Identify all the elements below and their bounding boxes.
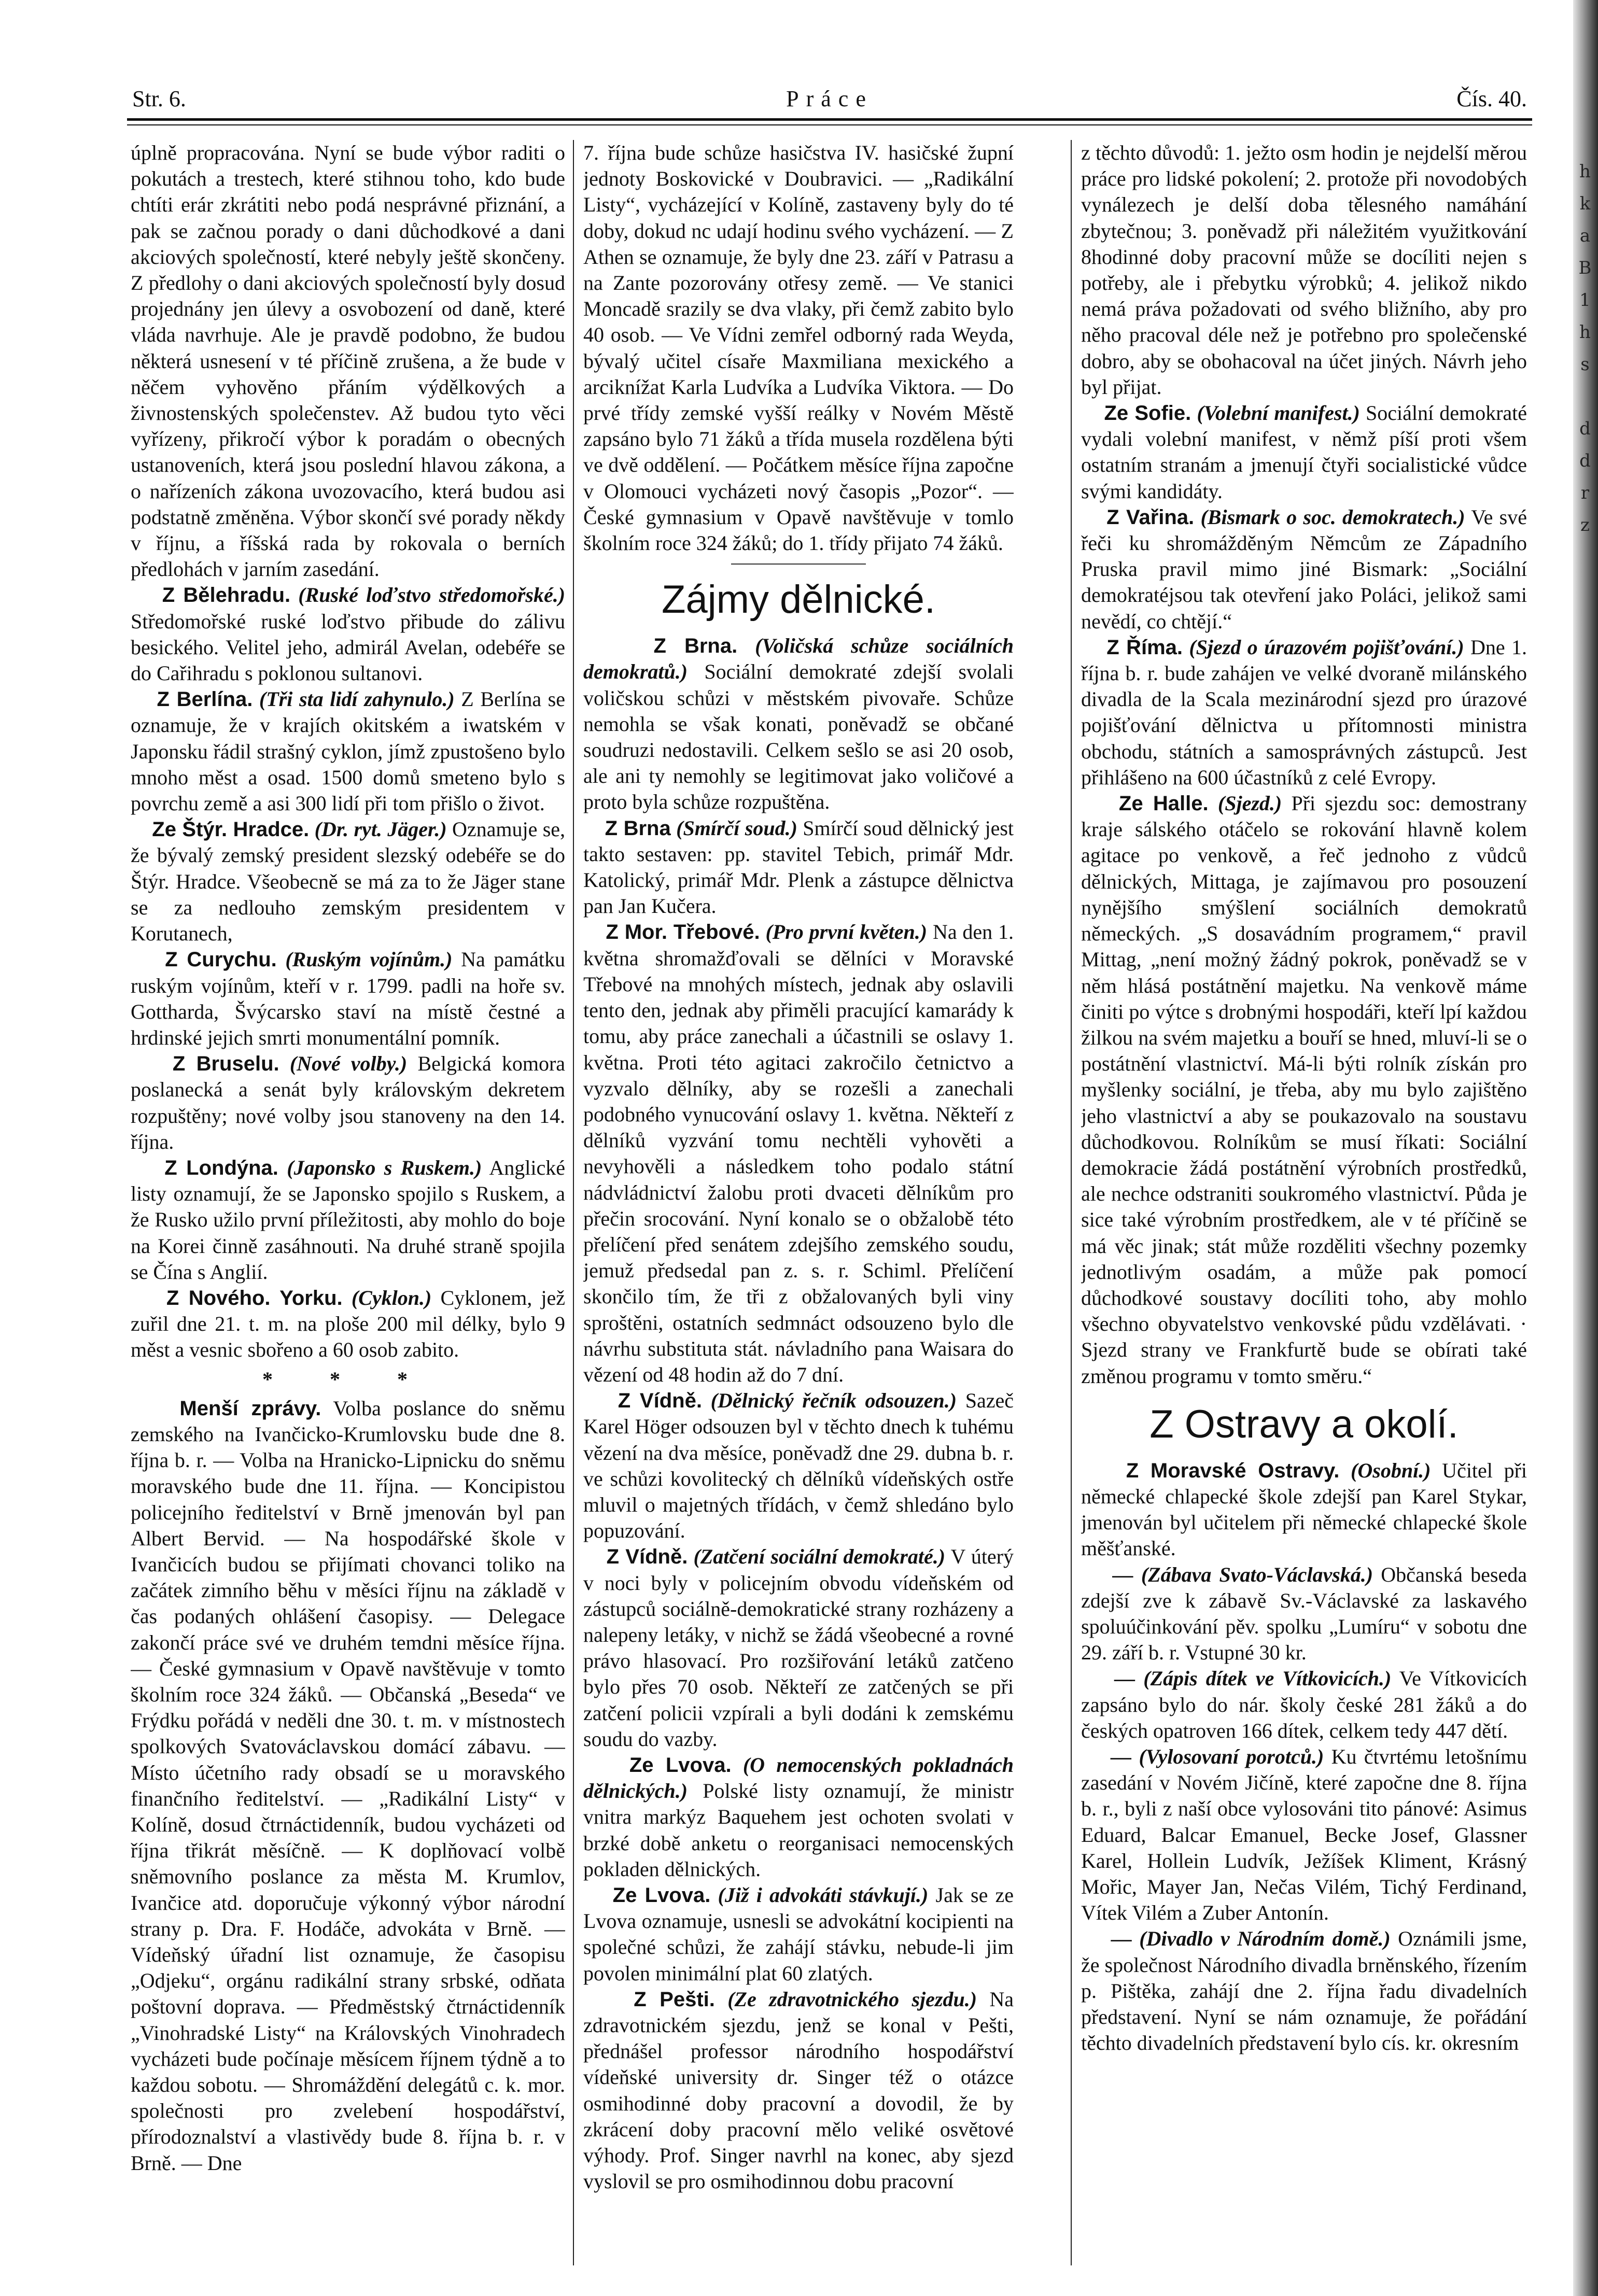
item-text: Dne 1. října b. r. bude zahájen ve velké dvoraně milánského divadla de la Scala mezinárodní sjezd pro úrazové pojišťování dělnictva u přítomnosti ministra obchodu, státních a samosprávných zástupců. Jest přihlášeno na 600 účastníků z celé Evropy.: [1081, 635, 1527, 789]
item-text: Sociální demokraté zdejší svolali voličskou schůzi v městském pivovaře. Schůze nemohla se však konati, poněvadž se občané soudruzi nedostavili. Celkem sešlo se asi 20 osob, ale ani ty nemohly se legitimovat jako voličové a proto byla schůze rozpuštěna.: [583, 660, 1014, 814]
item-text: Smírčí soud dělnický jest takto sestaven: pp. stavitel Tebich, primář Mdr. Katolický, primář Mdr. Plenk a zástupce dělnictva pan Jan Kučera.: [583, 816, 1014, 918]
item-text: Na den 1. května shromažďovali se dělníci v Moravské Třebové na mnohých místech, jednak aby oslavili tento den, jednak aby přiměli pracující kamarády k tomu, aby práce zanechali a účastnili se oslavy 1. května. Proti této agitaci zakročilo četnictvo a vyzvalo dělníky, aby se rozešli a zanechali podobného vynucování oslavy 1. května. Někteří z dělníků vyzvání tomu nechtěli vyhověti a nevyhověli a následkem toho podalo státní nádvládnictví žalobu proti dvaceti dělníkům pro přečin srocování. Nyní konalo se o obžalobě této přelíčení před senátem zdejšího zemského soudu, jemuž předsedal pan z. s. r. Schiml. Přelíčení skončilo tím, že tři z obžalovaných byli viny sproštěni, ostatních sedmnáct odsouzeno bylo dle návrhu substituta stát. návladního pana Waisara do vězení od 48 hodin až do 7 dní.: [583, 920, 1014, 1386]
dateline: Ze Halle.: [1118, 792, 1209, 815]
item-heading: (Ze zdravotnického sjezdu.): [727, 1987, 977, 2011]
item-text: Jak se ze Lvova oznamuje, usnesli se advokátní kocipienti na společné schůzi, že zahájí stávku, nebude-li jim povolen minimální plat 60 zlatých.: [583, 1883, 1014, 1985]
next-page-edge-letters: h k a B 1 h s d d r z: [1578, 161, 1592, 536]
issue-number: Čís. 40.: [1456, 86, 1527, 111]
item-heading: (Dělnický řečník odsouzen.): [710, 1389, 957, 1413]
item-text: Cyklonem, jež zuřil dne 21. t. m. na ploše 200 mil délky, bylo 9 měst a vesnic sbořeno a 60 osob zabito.: [131, 1286, 565, 1362]
item-text: Občanská beseda zdejší zve k zábavě Sv.-Václavské za laskavého spoluúčinkování pěv. spolku „Lumíru“ v sobotu dne 29. září b. r. Vstupné 30 kr.: [1081, 1562, 1527, 1665]
article-text: z těchto důvodů: 1. ježto osm hodin je nejdelší měrou práce pro lidské pokolení; 2. protože při novodobých vynálezech je delší doba tělesného namáhání zbytečnou; 3. poněvadž při náležitém využitkování 8hodinné doby pracovní může se docíliti nejen s potřeby, ale i přebytku výrobků; 4. jelikož nikdo nemá práva požadovati od svého bližního, aby pro něho pracoval déle než je potřebno pro společenské dobro, aby se obohacoval na účet jiných. Návrh jeho byl přijat.: [1081, 141, 1527, 399]
item-text: Belgická komora poslanecká a senát byly královským dekretem rozpuštěny; nové volby jsou stanoveny na den 14. října.: [131, 1052, 565, 1153]
news-item: [583, 1987, 1014, 2195]
dateline: Z Vídně.: [618, 1389, 702, 1413]
section-title: Z Ostravy a okolí.: [1150, 1402, 1459, 1446]
item-heading: (Již i advokáti stávkují.): [718, 1883, 929, 1907]
item-heading: (Japonsko s Ruskem.): [287, 1156, 482, 1179]
item-text: Při sjezdu soc: demostrany kraje sálského otáčelo se rokování hlavně kolem agitace po venkově, a řeč jednoho z vůdců dělnických, Mittaga, je zajímavou pro posouzení nynějšího smýšlení sociálních demokratů německých. „S dosavádním programem,“ pravil Mittag, „není možný žádný pokrok, poněvadž se v něm hlásá postátnění majetku. Na venkově máme činiti po výtce s drobnými hospodáři, kteří lpí každou žilkou na svém majetku a bouří se hned, mluví-li se o postátnění vlastnictví. Má-li býti rolník získán pro myšlenky sociální, je třeba, aby mu bylo zajištěno jeho vlastnictví a aby se poukazovalo na soustavu důchodkovou. Rolníkům se musí říkati: Sociální demokracie žádá postátnění výrobních prostředků, ale nechce odstraniti soukromého vlastnictví. Půda je sice také výrobním prostředkem, ale v té příčině se má věc jinak; stát může rozděliti všechny pozemky jednotlivým osadám, a může pak pomocí důchodkové soustavy docíliti toho, aby mohlo všechno obyvatelstvo venkovské půdu vzdělávati. · Sjezd strany ve Frankfurtě bude se obírati také změnou programu v tomto směru.“: [1081, 792, 1527, 1388]
news-item: [131, 1155, 565, 1285]
news-item: [583, 1752, 1014, 1882]
item-heading: — (Zápis dítek ve Vítkovicích.): [1114, 1667, 1392, 1691]
news-item: [583, 919, 1014, 1388]
item-text: Polské listy oznamují, že ministr vnitra markýz Baquehem jest ochoten svolati v brzké době anketu o reorganisaci nemocenských pokladen dělnických.: [583, 1779, 1014, 1881]
news-item: [1081, 635, 1527, 791]
item-text: Na zdravotnickém sjezdu, jenž se konal v Pešti, přednášel professor národního hospodářství vídeňské university dr. Singer též o otázce osmihodinné doby pracovní a dovodil, že by zkrácení doby pracovní mělo veliké osvětové výhody. Prof. Singer navrhl na konec, aby sjezd vyslovil se pro osmihodinnou dobu pracovní: [583, 1987, 1014, 2193]
item-heading: (Cyklon.): [351, 1286, 432, 1309]
dateline: Z Mor. Třebové.: [606, 921, 760, 944]
item-heading: (Tři sta lidí zahynulo.): [259, 687, 455, 711]
article-text: 7. října bude schůze hasičstva IV. hasičské župní jednoty Boskovické v Doubravici. — „Radikální Listy“, vycházející v Kolíně, zastaveny byly do té doby, dokud nc udají hodinu svého vycházení. — Z Athen se oznamuje, že byly dne 23. září v Patrasu a na Zante pozorovány otřesy země. — Ve stanici Moncadě srazily se dva vlaky, při čemž zabito bylo 40 osob. — Ve Vídni zemřel odborný rada Weyda, bývalý učitel císaře Maxmiliana mexického a arciknížat Karla Ludvíka a Ludvíka Viktora. — Do prvé třídy zemské vyšší reálky v Novém Městě zapsáno bylo 71 žáků a třída musela rozdělena býti ve dvě oddělení. — Počátkem měsíce října započne v Olomouci vycházeti nový časopis „Pozor“. — České gymnasium v Opavě navštěvuje v tomlo školním roce 324 žáků; do 1. třídy přijato 74 žáků.: [583, 141, 1014, 555]
dateline: Ze Lvova.: [629, 1753, 732, 1777]
item-heading: (Dr. ryt. Jäger.): [314, 818, 447, 841]
item-heading: (Sjezd o úrazovém pojišťování.): [1189, 635, 1464, 659]
newspaper-title: Práce: [786, 86, 873, 111]
dateline: Z Nového. Yorku.: [166, 1286, 343, 1309]
item-text: Z Berlína se oznamuje, že v krajích okitském a iwatském v Japonsku řádil strašný cyklon, jímž zpustošeno bylo mnoho měst a osad. 1500 domů smeteno bylo s povrchu země a asi 300 lidí při tom přišlo o život.: [131, 687, 565, 815]
column-2: [583, 140, 1014, 2265]
dateline: Z Bělehradu.: [162, 584, 291, 607]
page-number: Str. 6.: [132, 86, 186, 111]
item-heading: (Voličská schůze sociálních demokratů.): [583, 634, 1014, 684]
dateline: Z Vídně.: [606, 1545, 688, 1569]
item-heading: (Ruské loďstvo středomořské.): [298, 583, 565, 607]
dateline: Ze Lvova.: [612, 1884, 711, 1907]
item-text: Středomořské ruské loďstvo přibude do zálivu besického. Velitel jeho, admirál Avelan, odebéře se do Cařihradu s poklonou sultanovi.: [131, 609, 565, 685]
short-divider: [731, 564, 866, 565]
news-item: [131, 1051, 565, 1155]
section-divider-stars: * * *: [262, 1367, 433, 1391]
dateline: Z Londýna.: [164, 1156, 278, 1179]
news-item: [131, 1396, 565, 2176]
item-heading: (Bismark o soc. demokratech.): [1200, 505, 1465, 529]
item-heading: (Smírčí soud.): [676, 816, 797, 840]
news-item: [1081, 1744, 1527, 1926]
article-text: úplně propracována. Nyní se bude výbor raditi o pokutách a trestech, které stihnou toho, kdo bude chtíti erár zkrátiti nebo podá nesprávné přiznání, a pak se začnou porady o dani důchodkové a dani akciových společností, které nebyly ještě skončeny. Z předlohy o dani akciových společností byly dosud projednány jen úlevy a osvobození od daně, které vláda navrhuje. Ale je pravdě podobno, že budou některá usnesení v té příčině zrušena, a že bude v něčem vyhověno přáním výdělkových a živnostenských společenstev. Až budou tyto věci vyřízeny, přikročí výbor k poradám o obecných ustanoveních, která jsou poslední hlavou zákona, a o nařízeních zákona uvozovacího, která budou asi podstatně změněna. Výbor skončí své porady někdy v říjnu, a říšská rada by rokovala o berních předlohách v jarním zasedání.: [131, 141, 565, 581]
item-heading: (Volební manifest.): [1197, 401, 1360, 425]
item-text: Sazeč Karel Höger odsouzen byl v těchto dnech k tuhému vězení na dva měsíce, poněvadž dne 29. dubna b. r. ve schůzi kovolitecký ch dělníků vídeňských ostře mluvil o majetných třídách, v čemž shledáno bylo popuzování.: [583, 1389, 1014, 1543]
news-item: [583, 1388, 1014, 1544]
item-heading: (Ruským vojínům.): [285, 948, 453, 971]
item-text: Anglické listy oznamují, že se Japonsko spojilo s Ruskem, a že Rusko užilo první příležitosti, aby mohlo do boje na Korei činně zasáhnouti. Na druhé straně spojila se Čína s Anglií.: [131, 1156, 565, 1284]
dateline: Z Berlína.: [157, 688, 253, 711]
dateline: Z Brna: [605, 816, 671, 840]
item-heading: (O nemocenských pokladnách dělnických.): [583, 1753, 1014, 1803]
item-text: Na památku ruským vojínům, kteří v r. 1799. padli na hoře sv. Gottharda, Švýcarsko staví na místě čestné a hrdinské jejich smrti monumentální pomník.: [131, 948, 565, 1049]
news-item: [131, 686, 565, 816]
dateline: Z Vařina.: [1106, 505, 1195, 529]
news-item: [1081, 1458, 1527, 1562]
page-header: [130, 86, 1530, 117]
item-heading: — (Zábava Svato-Václavská.): [1112, 1562, 1373, 1586]
item-text: Učitel při německé chlapecké škole zdejší pan Karel Stykar, jmenován byl učitelem při německé chlapecké škole měšťanské.: [1081, 1458, 1527, 1560]
column-separator-2: [1071, 140, 1072, 2265]
news-item: [131, 1285, 565, 1363]
column-3: [1081, 140, 1527, 2265]
news-item: [1081, 400, 1527, 504]
item-heading: (Nové volby.): [289, 1052, 408, 1076]
dateline: Ze Štýr. Hradce.: [152, 818, 310, 841]
news-item: [131, 816, 565, 947]
item-text: Oznámili jsme, že společnost Národního divadla brněnského, řízením p. Pištěka, zahájí dne 2. října řadu divadelních představení. Nyní se nám oznamuje, že pořádání těchto divadelních představení bylo cís. kr. okresním: [1081, 1927, 1527, 2055]
item-text: Sociální demokraté vydali volební manifest, v němž píší proti všem ostatním stranám a jmenují čtyři socialistické vůdce svými kandidáty.: [1081, 401, 1527, 503]
item-heading: — (Vylosovaní porotců.): [1111, 1744, 1324, 1768]
item-text: Ku čtvrtému letošnímu zasedání v Novém Jičíně, které započne dne 8. října b. r., byli z naší obce vylosováni tito pánové: Asimus Eduard, Balcar Emanuel, Becke Josef, Glassner Karel, Hollein Ludvík, Ježíšek Kliment, Krásný Mořic, Mayer Jan, Nečas Vilém, Tichý Ferdinand, Vítek Vilém a Zuber Antonín.: [1081, 1744, 1527, 1925]
news-item: [1081, 1926, 1527, 2056]
news-item: [1081, 1666, 1527, 1744]
item-heading: (Sjezd.): [1217, 792, 1282, 815]
dateline: Menší zprávy.: [179, 1397, 321, 1420]
item-text: Oznamuje se, že bývalý zemský president slezský odebéře se do Štýr. Hradce. Všeobecně se má za to že Jäger stane se za nedlouho zemským presidentem v Korutanech,: [131, 818, 565, 946]
news-item: [131, 582, 565, 686]
item-text: Volba poslance do sněmu zemského na Ivančicko-Krumlovsku bude dne 8. října b. r. — Volba na Hranicko-Lipnicku do sněmu moravského bude dne 11. října. — Koncipistou policejního ředitelství v Brně jmenován byl pan Albert Bervid. — Na hospodářské škole v Ivančicích budou se přijímati chovanci toliko na začátek zimního běhu v měsíci říjnu na základě v čas podaných ohlášení časopisy. — Delegace zakončí práce své ve druhém temdni měsíce října. — České gymnasium v Opavě navštěvuje v tomto školním roce 324 žáků. — Občanská „Beseda“ ve Frýdku pořádá v neděli dne 30. t. m. v místnostech spolkových Svatováclavskou domácí zábavu. — Místo účetního rady obsadí se u moravského finančního ředitelství. — „Radikální Listy“ v Kolíně, dosud čtrnáctidenník, budou vycházeti od října třikrát měsíčně. — K doplňovací volbě sněmovního poslance za města M. Krumlov, Ivančice atd. doporučuje výkonný výbor národní strany p. Dra. F. Hodáče, advokáta v Brně. — Vídeňský úřadní list oznamuje, že časopisu „Odjeku“, orgánu radikální strany srbské, odňata poštovní doprava. — Předměstský čtrnáctidenník „Vinohradské Listy“ na Královských Vinohradech vycházeti bude počínaje měsícem říjnem týdně a to každou sobotu. — Shromáždění delegátů c. k. mor. společnosti pro zvelebení hospodářství, přírodoznalství a vlastivědy bude 8. října b. r. v Brně. — Dne: [131, 1396, 565, 2175]
item-heading: (Osobní.): [1351, 1458, 1431, 1482]
item-heading: (Zatčení sociální demokraté.): [693, 1545, 946, 1569]
column-separator-1: [573, 140, 574, 2265]
dateline: Ze Sofie.: [1104, 402, 1192, 425]
news-item: [583, 1544, 1014, 1752]
dateline: Z Pešti.: [634, 1988, 715, 2011]
dateline: Z Curychu.: [165, 948, 277, 971]
dateline: Z Říma.: [1106, 636, 1183, 659]
column-1: [131, 140, 565, 2265]
dateline: Z Brna.: [653, 635, 738, 658]
item-heading: (Pro první květen.): [765, 920, 928, 944]
dateline: Z Moravské Ostravy.: [1126, 1459, 1340, 1482]
item-text: V úterý v noci byly v policejním obvodu vídeňském od zástupců sociálně-demokratické strany rozházeny a nalepeny letáky, v nichž se žádá všeobecné a rovné právo hlasovací. Pro rozšiřování letáků zatčeno bylo přes 70 osob. Někteří ze zatčených se při zatčení policii vzpírali a byli dodáni k zemskému soudu do vazby.: [583, 1545, 1014, 1751]
dateline: Z Bruselu.: [172, 1052, 279, 1076]
news-item: [1081, 1562, 1527, 1666]
header-rule-thick: [127, 118, 1532, 121]
item-text: Ve Vítkovicích zapsáno bylo do nár. školy české 281 žáků a do českých opatroven 166 dítek, celkem tedy 447 dětí.: [1081, 1667, 1527, 1742]
news-item: [1081, 504, 1527, 635]
header-rule-thin: [127, 124, 1532, 125]
item-heading: — (Divadlo v Národním domě.): [1111, 1927, 1391, 1951]
news-item: [1081, 791, 1527, 1389]
news-item: [583, 633, 1014, 815]
item-text: Ve své řeči ku shromážděným Němcům ze Západního Pruska pravil mimo jiné Bismark: „Sociální demokratéjsou tak otevření jako Poláci, jelikož sami nevědí, co chtějí.“: [1081, 505, 1527, 633]
news-item: [131, 947, 565, 1051]
news-item: [583, 815, 1014, 920]
news-item: [583, 1882, 1014, 1987]
section-title: Zájmy dělnické.: [662, 577, 935, 622]
